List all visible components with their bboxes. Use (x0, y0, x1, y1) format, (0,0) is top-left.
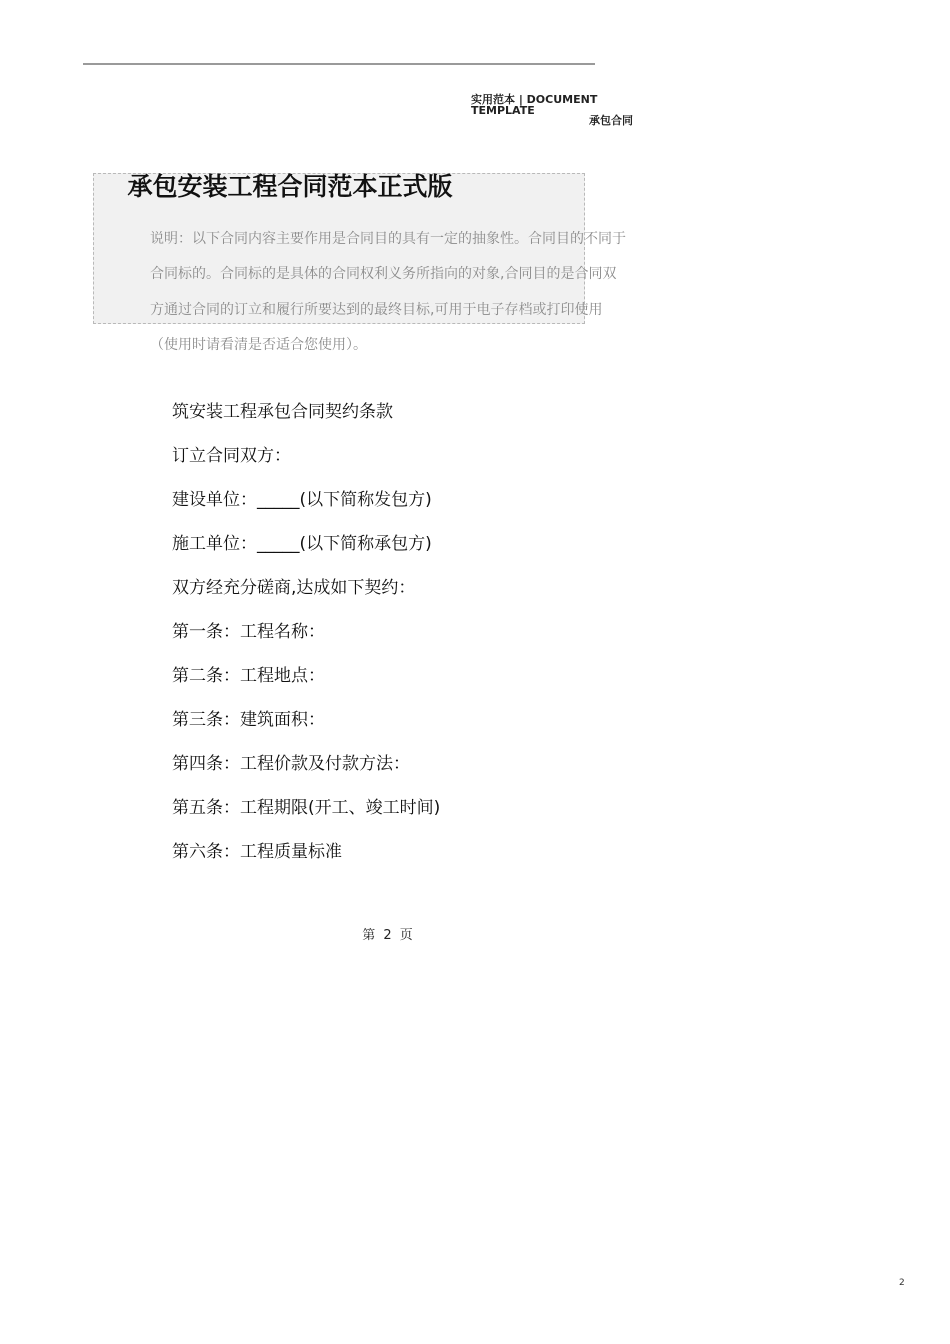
clause-item: 筑安装工程承包合同契约条款 (172, 402, 393, 422)
clause-item: 第六条：工程质量标准 (172, 842, 342, 862)
clause-item: 施工单位：_____(以下简称承包方) (172, 534, 432, 554)
clause-item: 建设单位：_____(以下简称发包方) (172, 490, 432, 510)
clause-item: 第三条：建筑面积： (172, 710, 325, 730)
clause-item: 第四条：工程价款及付款方法： (172, 754, 410, 774)
corner-page-number: 2 (899, 1278, 905, 1288)
clause-item: 订立合同双方： (172, 446, 291, 466)
clause-item: 双方经充分磋商,达成如下契约： (172, 578, 416, 598)
clause-item: 第一条：工程名称： (172, 622, 325, 642)
header-brand: 实用范本 | DOCUMENT TEMPLATE (471, 93, 598, 117)
header-doc-type: 承包合同 (589, 114, 633, 127)
clause-item: 第二条：工程地点： (172, 666, 325, 686)
document-note: 说明：以下合同内容主要作用是合同目的具有一定的抽象性。合同目的不同于合同标的。合同标的是具体的合同权利义务所指向的对象,合同目的是合同双方通过合同的订立和履行所要达到的最终目标,可用于电子存档或打印使用（使用时请看清是否适合您使用）。 (150, 231, 626, 353)
page-number-label: 第 2 页 (362, 928, 413, 943)
clause-item: 第五条：工程期限(开工、竣工时间) (172, 798, 441, 818)
document-title: 承包安装工程合同范本正式版 (127, 172, 453, 201)
clause-list (172, 390, 732, 874)
header-rule (83, 63, 595, 65)
